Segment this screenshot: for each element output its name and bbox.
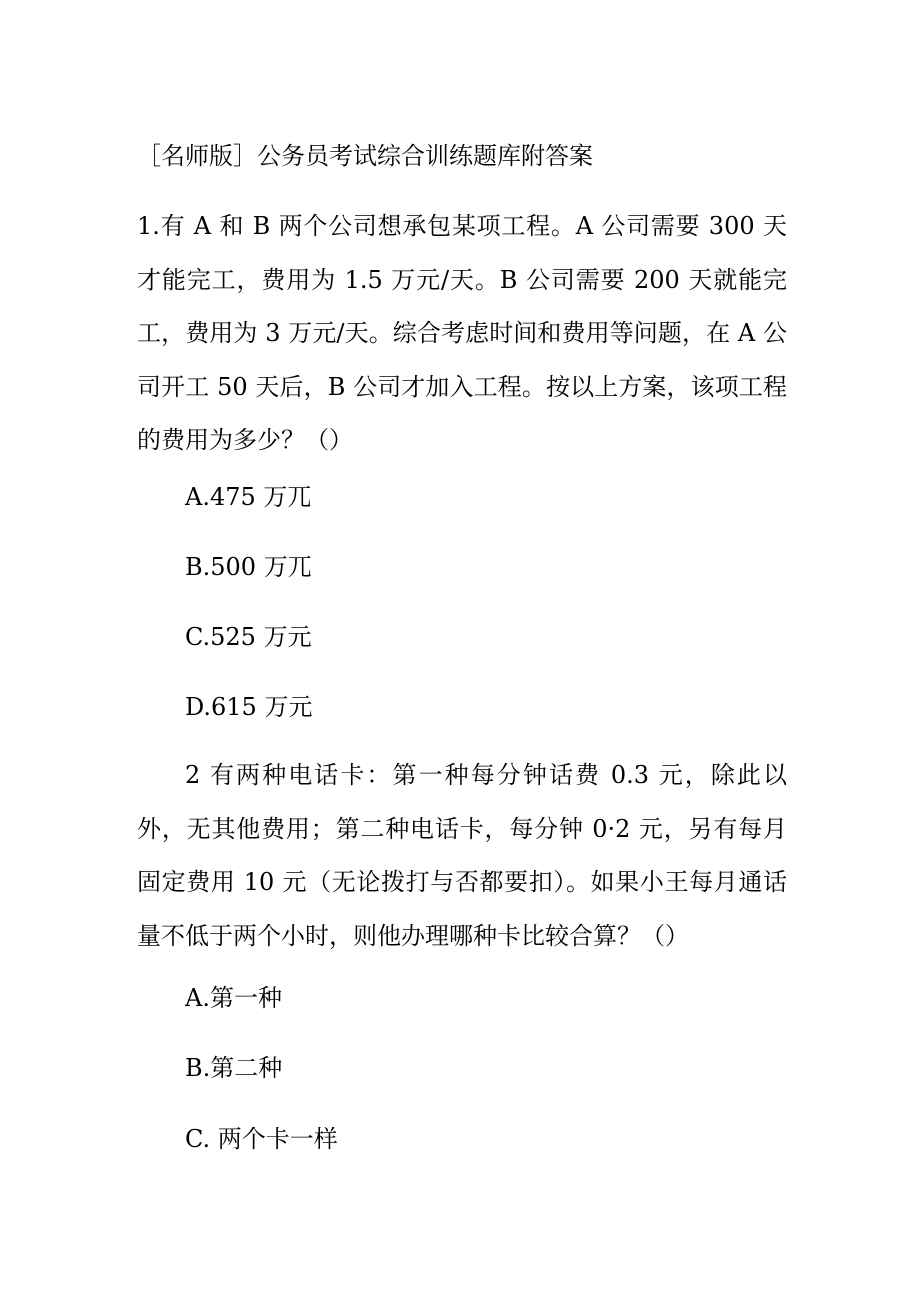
question-1-option-a: A.475 万兀 <box>185 483 312 511</box>
question-1-option-b: B.500 万兀 <box>185 553 312 581</box>
question-2-option-b: B.第二种 <box>185 1054 283 1082</box>
document-title: ［名师版］公务员考试综合训练题库附答案 <box>137 142 593 170</box>
question-2-option-c: C. 两个卡一样 <box>185 1125 338 1153</box>
question-2-option-a: A.第一种 <box>185 984 282 1012</box>
question-2-text: 2 有两种电话卡：第一种每分钟话费 0.3 元，除此以外，无其他费用；第二种电话卡，每分钟 0·2 元，另有每月固定费用 10 元（无论拨打与否都要扣）。如果小王每月通话量不低于两个小时，则他办理哪种卡比较合算？（） <box>137 761 787 950</box>
question-1-text: 1.有 A 和 B 两个公司想承包某项工程。A 公司需要 300 天才能完工，费用为 1.5 万元/天。B 公司需要 200 天就能完工，费用为 3 万元/天。综合考虑时间和费用等问题，在 A 公司开工 50 天后，B 公司才加入工程。按以上方案，该项工程的费用为多少？（） <box>137 212 787 454</box>
question-1-option-d: D.615 万元 <box>185 693 313 721</box>
question-1-option-c: C.525 万元 <box>185 623 312 651</box>
